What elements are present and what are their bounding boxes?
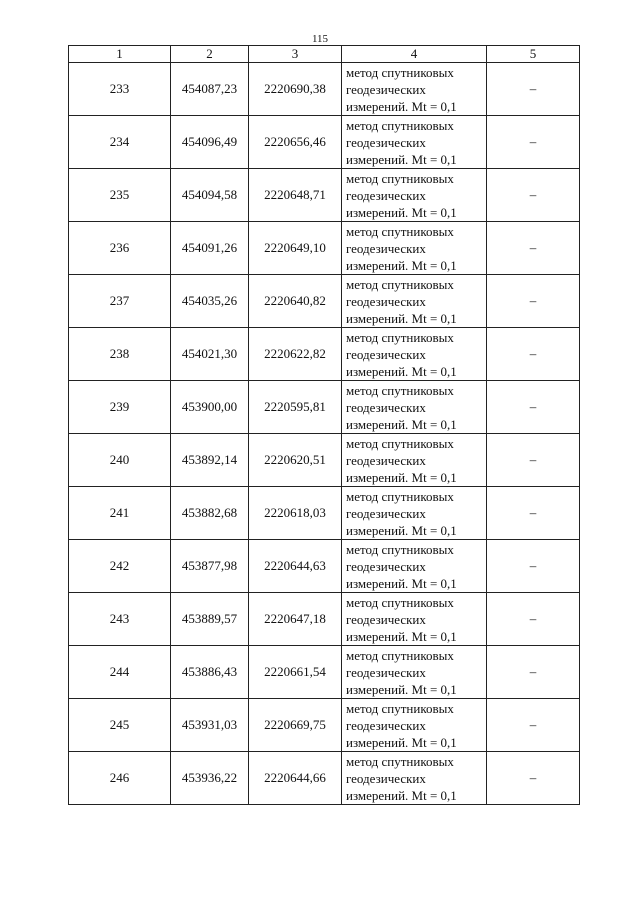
method-line-3: измерений. Mt = 0,1 [346, 151, 457, 167]
x-coordinate-cell: 453931,03 [171, 699, 249, 752]
method-line-2: геодезических [346, 505, 426, 521]
method-cell [342, 752, 487, 805]
point-number-cell: 243 [69, 593, 171, 646]
method-line-2: геодезических [346, 187, 426, 203]
method-cell [342, 169, 487, 222]
method-line-2: геодезических [346, 558, 426, 574]
method-line-2: геодезических [346, 664, 426, 680]
method-line-1: метод спутниковых [346, 488, 454, 504]
method-line-1: метод спутниковых [346, 700, 454, 716]
method-cell [342, 328, 487, 381]
method-line-2: геодезических [346, 770, 426, 786]
point-number-cell: 245 [69, 699, 171, 752]
y-coordinate-cell: 2220644,63 [249, 540, 342, 593]
x-coordinate-cell: 453886,43 [171, 646, 249, 699]
point-number-cell: 237 [69, 275, 171, 328]
x-coordinate-cell: 453900,00 [171, 381, 249, 434]
table-row [69, 434, 580, 487]
method-cell [342, 222, 487, 275]
x-coordinate-cell: 454021,30 [171, 328, 249, 381]
method-cell [342, 116, 487, 169]
note-cell: – [487, 593, 580, 646]
note-cell: – [487, 487, 580, 540]
method-line-2: геодезических [346, 452, 426, 468]
method-line-1: метод спутниковых [346, 170, 454, 186]
note-cell: – [487, 169, 580, 222]
method-line-2: геодезических [346, 134, 426, 150]
page-number: 115 [311, 33, 329, 45]
y-coordinate-cell: 2220669,75 [249, 699, 342, 752]
column-header-1: 1 [69, 46, 171, 63]
method-cell [342, 275, 487, 328]
method-line-3: измерений. Mt = 0,1 [346, 310, 457, 326]
table-row [69, 275, 580, 328]
method-line-3: измерений. Mt = 0,1 [346, 575, 457, 591]
method-line-1: метод спутниковых [346, 541, 454, 557]
method-line-2: геодезических [346, 240, 426, 256]
method-line-2: геодезических [346, 611, 426, 627]
method-line-1: метод спутниковых [346, 647, 454, 663]
method-line-3: измерений. Mt = 0,1 [346, 416, 457, 432]
y-coordinate-cell: 2220656,46 [249, 116, 342, 169]
method-line-2: геодезических [346, 81, 426, 97]
y-coordinate-cell: 2220618,03 [249, 487, 342, 540]
method-line-1: метод спутниковых [346, 117, 454, 133]
table-row [69, 63, 580, 116]
note-cell: – [487, 646, 580, 699]
y-coordinate-cell: 2220622,82 [249, 328, 342, 381]
note-cell: – [487, 275, 580, 328]
note-cell: – [487, 381, 580, 434]
y-coordinate-cell: 2220644,66 [249, 752, 342, 805]
method-cell [342, 593, 487, 646]
y-coordinate-cell: 2220640,82 [249, 275, 342, 328]
method-cell [342, 646, 487, 699]
x-coordinate-cell: 453882,68 [171, 487, 249, 540]
x-coordinate-cell: 454035,26 [171, 275, 249, 328]
note-cell: – [487, 63, 580, 116]
method-line-1: метод спутниковых [346, 435, 454, 451]
method-cell [342, 63, 487, 116]
method-line-1: метод спутниковых [346, 276, 454, 292]
column-header-5: 5 [487, 46, 580, 63]
note-cell: – [487, 328, 580, 381]
point-number-cell: 240 [69, 434, 171, 487]
method-line-3: измерений. Mt = 0,1 [346, 787, 457, 803]
x-coordinate-cell: 453936,22 [171, 752, 249, 805]
method-line-3: измерений. Mt = 0,1 [346, 734, 457, 750]
method-cell [342, 434, 487, 487]
method-line-2: геодезических [346, 346, 426, 362]
method-cell [342, 699, 487, 752]
table-row [69, 699, 580, 752]
note-cell: – [487, 752, 580, 805]
method-line-2: геодезических [346, 717, 426, 733]
note-cell: – [487, 699, 580, 752]
table-row [69, 116, 580, 169]
x-coordinate-cell: 454091,26 [171, 222, 249, 275]
method-line-2: геодезических [346, 399, 426, 415]
method-line-1: метод спутниковых [346, 382, 454, 398]
table-row [69, 593, 580, 646]
table-row [69, 752, 580, 805]
point-number-cell: 239 [69, 381, 171, 434]
table-row [69, 381, 580, 434]
table-row [69, 540, 580, 593]
method-line-1: метод спутниковых [346, 753, 454, 769]
table-row [69, 328, 580, 381]
x-coordinate-cell: 453889,57 [171, 593, 249, 646]
method-cell [342, 487, 487, 540]
method-line-3: измерений. Mt = 0,1 [346, 681, 457, 697]
table-row [69, 646, 580, 699]
point-number-cell: 242 [69, 540, 171, 593]
method-line-2: геодезических [346, 293, 426, 309]
point-number-cell: 235 [69, 169, 171, 222]
point-number-cell: 244 [69, 646, 171, 699]
point-number-cell: 238 [69, 328, 171, 381]
table-row [69, 487, 580, 540]
method-line-3: измерений. Mt = 0,1 [346, 204, 457, 220]
note-cell: – [487, 222, 580, 275]
method-line-1: метод спутниковых [346, 223, 454, 239]
column-header-3: 3 [249, 46, 342, 63]
coordinates-table [68, 45, 580, 805]
x-coordinate-cell: 454096,49 [171, 116, 249, 169]
method-line-3: измерений. Mt = 0,1 [346, 469, 457, 485]
column-header-4: 4 [342, 46, 487, 63]
table-header-row [69, 46, 580, 63]
method-line-1: метод спутниковых [346, 64, 454, 80]
method-cell [342, 381, 487, 434]
method-line-1: метод спутниковых [346, 594, 454, 610]
x-coordinate-cell: 454087,23 [171, 63, 249, 116]
point-number-cell: 241 [69, 487, 171, 540]
table-row [69, 222, 580, 275]
method-line-3: измерений. Mt = 0,1 [346, 98, 457, 114]
x-coordinate-cell: 453877,98 [171, 540, 249, 593]
x-coordinate-cell: 453892,14 [171, 434, 249, 487]
x-coordinate-cell: 454094,58 [171, 169, 249, 222]
y-coordinate-cell: 2220690,38 [249, 63, 342, 116]
method-line-3: измерений. Mt = 0,1 [346, 257, 457, 273]
note-cell: – [487, 540, 580, 593]
note-cell: – [487, 116, 580, 169]
y-coordinate-cell: 2220620,51 [249, 434, 342, 487]
point-number-cell: 246 [69, 752, 171, 805]
point-number-cell: 236 [69, 222, 171, 275]
table-row [69, 169, 580, 222]
method-line-3: измерений. Mt = 0,1 [346, 522, 457, 538]
y-coordinate-cell: 2220649,10 [249, 222, 342, 275]
method-line-3: измерений. Mt = 0,1 [346, 363, 457, 379]
point-number-cell: 234 [69, 116, 171, 169]
method-line-1: метод спутниковых [346, 329, 454, 345]
column-header-2: 2 [171, 46, 249, 63]
method-line-3: измерений. Mt = 0,1 [346, 628, 457, 644]
point-number-cell: 233 [69, 63, 171, 116]
note-cell: – [487, 434, 580, 487]
y-coordinate-cell: 2220595,81 [249, 381, 342, 434]
y-coordinate-cell: 2220647,18 [249, 593, 342, 646]
y-coordinate-cell: 2220661,54 [249, 646, 342, 699]
y-coordinate-cell: 2220648,71 [249, 169, 342, 222]
method-cell [342, 540, 487, 593]
